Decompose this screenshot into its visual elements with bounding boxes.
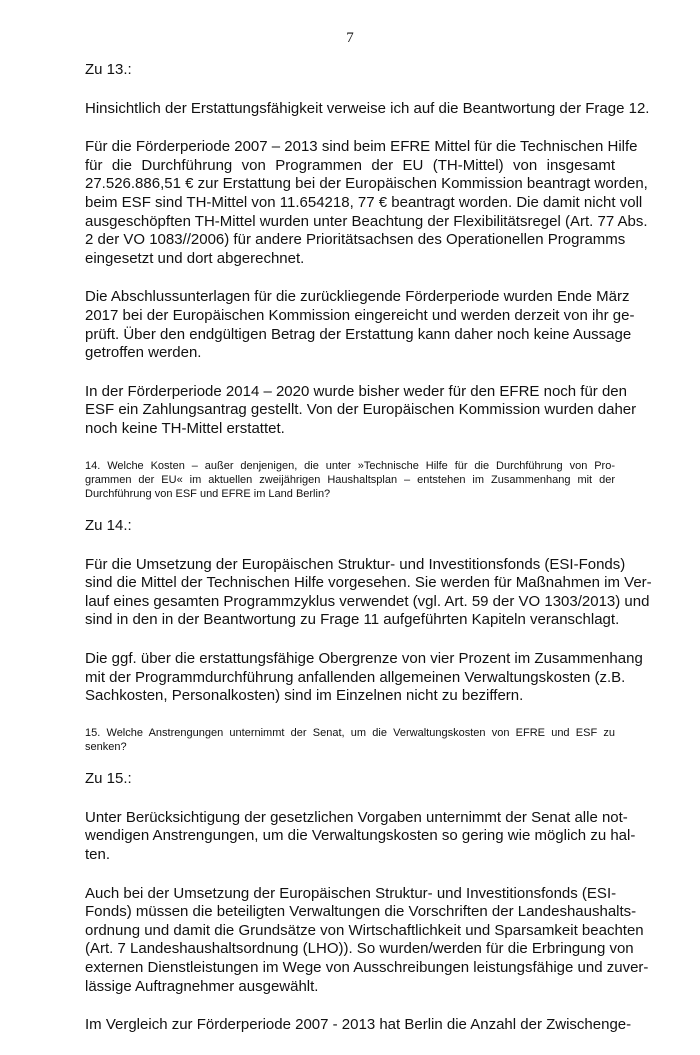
text-line: Die ggf. über die erstattungsfähige Obergrenze von vier Prozent im Zusammenhang (85, 650, 643, 668)
paragraph (85, 808, 636, 865)
text-line: ausgeschöpften TH-Mittel wurden unter Beachtung der Flexibilitätsregel (Art. 77 Abs. (85, 212, 648, 230)
text-line: Auch bei der Umsetzung der Europäischen Struktur- und Investitionsfonds (ESI- (85, 884, 617, 902)
section-heading: Zu 13.: (85, 61, 132, 78)
text-line: sind in den in der Beantwortung zu Frage 11 aufgeführten Kapiteln veranschlagt. (85, 611, 620, 629)
text-line: 2017 bei der Europäischen Kommission eingereicht und werden derzeit von ihr ge- (85, 306, 635, 324)
text-line: Unter Berücksichtigung der gesetzlichen Vorgaben unternimmt der Senat alle not- (85, 808, 628, 826)
document-body (85, 61, 652, 1055)
text-line: beim ESF sind TH-Mittel von 11.654218, 77 € beantragt worden. Die damit nicht voll (85, 193, 643, 211)
text-line: In der Förderperiode 2014 – 2020 wurde bisher weder für den EFRE noch für den (85, 382, 627, 400)
paragraph (85, 99, 650, 119)
paragraph (85, 884, 649, 997)
text-line: 15. Welche Anstrengungen unternimmt der Senat, um die Verwaltungskosten von EFRE und ESF zu (85, 726, 615, 739)
text-line: Sachkosten, Personalkosten) sind im Einzelnen nicht zu beziffern. (85, 687, 524, 705)
text-line: senken? (85, 741, 127, 754)
text-line: wendigen Anstrengungen, um die Verwaltungskosten so gering wie möglich zu hal- (85, 827, 636, 845)
text-line: (Art. 7 Landeshaushaltsordnung (LHO)). So wurden/werden für die Erbringung von (85, 940, 634, 958)
paragraph (85, 650, 643, 706)
text-line: Durchführung von ESF und EFRE im Land Berlin? (85, 487, 331, 500)
text-line: Fonds) müssen die beteiligten Verwaltungen die Vorschriften der Landeshaushalts- (85, 903, 637, 921)
text-line: externen Dienstleistungen im Wege von Ausschreibungen leistungsfähige und zuver- (85, 959, 649, 977)
text-line: grammen der EU« im aktuellen zweijährigen Haushaltsplan – entstehen im Zusammenhang mit der (85, 473, 615, 486)
text-line: ten. (85, 846, 111, 864)
text-line: lässige Auftragnehmer ausgewählt. (85, 977, 319, 995)
section-heading: Zu 14.: (85, 517, 132, 535)
section-heading: Zu 15.: (85, 770, 132, 788)
paragraph (85, 138, 648, 268)
paragraph (85, 382, 637, 439)
text-line: eingesetzt und dort abgerechnet. (85, 249, 305, 267)
text-line: Hinsichtlich der Erstattungsfähigkeit verweise ich auf die Beantwortung der Frage 12. (85, 99, 650, 117)
question-text (85, 459, 615, 502)
question-text (85, 726, 615, 754)
text-line: lauf eines gesamten Programmzyklus verwendet (vgl. Art. 59 der VO 1303/2013) und (85, 592, 650, 610)
text-line: mit der Programmdurchführung anfallenden allgemeinen Verwaltungskosten (z.B. (85, 668, 626, 686)
paragraph (85, 288, 635, 362)
text-line: 2 der VO 1083//2006) für andere Prioritätsachsen des Operationellen Programms (85, 231, 626, 249)
text-line: Im Vergleich zur Förderperiode 2007 - 2013 hat Berlin die Anzahl der Zwischenge- (85, 1016, 632, 1034)
text-line: 14. Welche Kosten – außer denjenigen, die unter »Technische Hilfe für die Durchführung von Pro- (85, 459, 615, 472)
text-line: ordnung und damit die Grundsätze von Wirtschaftlichkeit und Sparsamkeit beachten (85, 921, 644, 939)
paragraph (85, 1016, 632, 1035)
text-line: prüft. Über den endgültigen Betrag der Erstattung kann daher noch keine Aussage (85, 325, 632, 343)
paragraph (85, 555, 652, 630)
text-line: Die Abschlussunterlagen für die zurückliegende Förderperiode wurden Ende März (85, 288, 630, 306)
page-number: 7 (346, 30, 354, 46)
text-line: für die Durchführung von Programmen der EU (TH-Mittel) von insgesamt (85, 156, 615, 174)
text-line: Für die Umsetzung der Europäischen Struktur- und Investitionsfonds (ESI-Fonds) (85, 555, 626, 573)
text-line: sind die Mittel der Technischen Hilfe vorgesehen. Sie werden für Maßnahmen im Ver- (85, 574, 652, 592)
text-line: ESF ein Zahlungsantrag gestellt. Von der Europäischen Kommission wurden daher (85, 401, 637, 419)
text-line: noch keine TH-Mittel erstattet. (85, 419, 285, 437)
text-line: 27.526.886,51 € zur Erstattung bei der Europäischen Kommission beantragt worden, (85, 175, 648, 193)
text-line: Für die Förderperiode 2007 – 2013 sind beim EFRE Mittel für die Technischen Hilfe (85, 138, 638, 156)
text-line: getroffen werden. (85, 344, 202, 362)
